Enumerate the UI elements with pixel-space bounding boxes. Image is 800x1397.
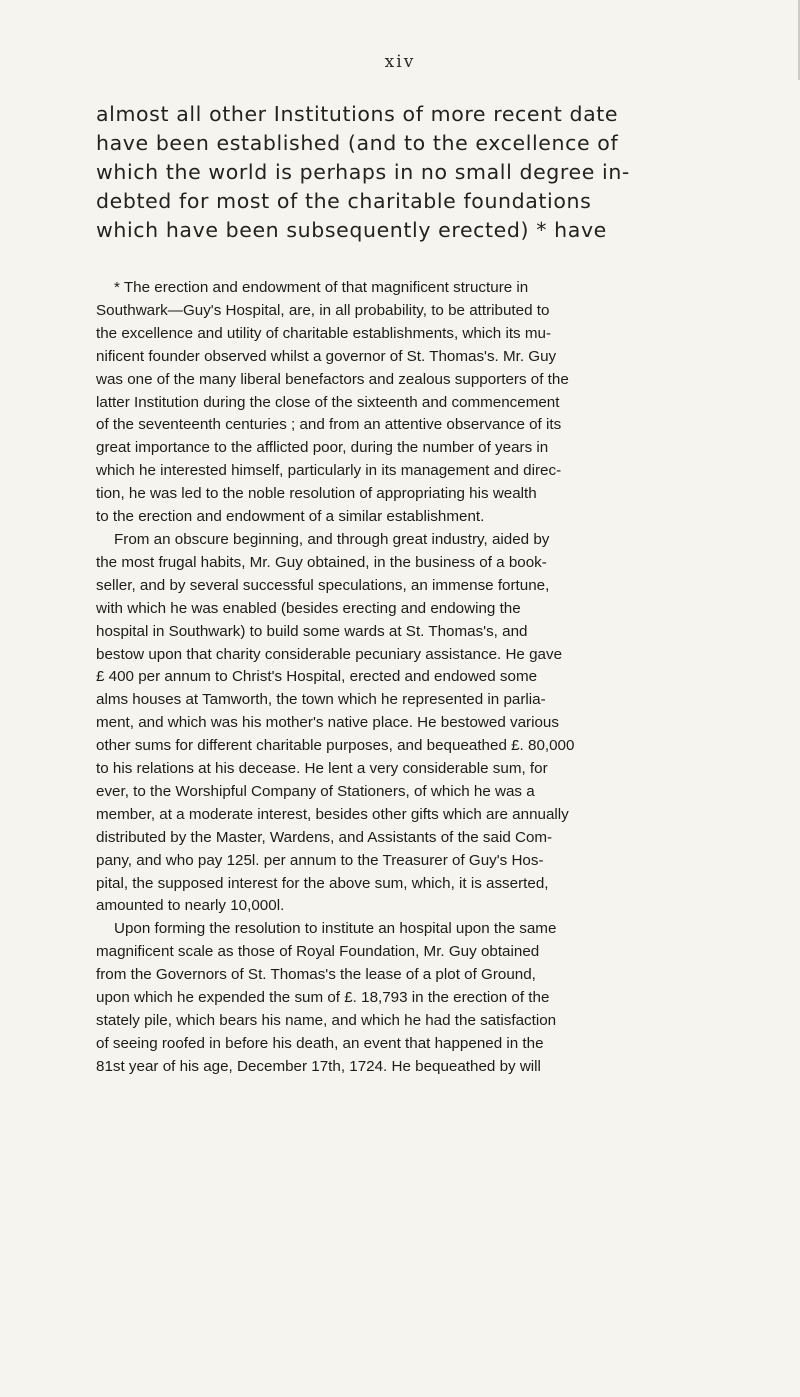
footnote-line: Southwark—Guy's Hospital, are, in all probability, to be attributed to — [96, 301, 550, 319]
footnote-line: * The erection and endowment of that magnificent structure in — [114, 279, 529, 296]
body-line: have been established (and to the excellence of — [96, 131, 619, 155]
footnote-line: magnificent scale as those of Royal Foundation, Mr. Guy obtained — [96, 943, 540, 961]
footnote-line: latter Institution during the close of the sixteenth and commencement — [96, 393, 560, 411]
footnote-line: the excellence and utility of charitable establishments, which its mu- — [96, 324, 552, 342]
body-line: debted for most of the charitable foundations — [96, 189, 592, 213]
footnote-line: alms houses at Tamworth, the town which he represented in parlia- — [96, 691, 546, 709]
footnote-line: pany, and who pay 125l. per annum to the Treasurer of Guy's Hos- — [96, 851, 544, 869]
footnote-line: pital, the supposed interest for the above sum, which, it is asserted, — [96, 874, 549, 892]
footnote-line: tion, he was led to the noble resolution of appropriating his wealth — [96, 485, 537, 503]
footnote-line: 81st year of his age, December 17th, 1724. He bequeathed by will — [96, 1057, 541, 1075]
footnote-line: £ 400 per annum to Christ's Hospital, erected and endowed some — [96, 668, 538, 686]
footnote-line: seller, and by several successful speculations, an immense fortune, — [96, 576, 550, 594]
footnote-line: amounted to nearly 10,000l. — [96, 897, 285, 915]
footnote-line: to the erection and endowment of a similar establishment. — [96, 508, 485, 526]
body-line: almost all other Institutions of more recent date — [96, 102, 619, 126]
footnote-line: distributed by the Master, Wardens, and Assistants of the said Com- — [96, 828, 553, 846]
body-line: which have been subsequently erected) * have — [96, 218, 607, 242]
footnote-line: bestow upon that charity considerable pecuniary assistance. He gave — [96, 645, 563, 663]
footnote-line: ever, to the Worshipful Company of Stationers, of which he was a — [96, 782, 535, 800]
footnote-line: member, at a moderate interest, besides other gifts which are annually — [96, 805, 569, 823]
footnote-line: of seeing roofed in before his death, an event that happened in the — [96, 1034, 544, 1052]
footnote-line: to his relations at his decease. He lent a very considerable sum, for — [96, 760, 548, 778]
footnote-line: from the Governors of St. Thomas's the lease of a plot of Ground, — [96, 966, 536, 984]
footnote-line: the most frugal habits, Mr. Guy obtained, in the business of a book- — [96, 553, 547, 571]
footnote-line: other sums for different charitable purposes, and bequeathed £. 80,000 — [96, 737, 575, 755]
footnote — [96, 277, 728, 1079]
footnote-line: hospital in Southwark) to build some wards at St. Thomas's, and — [96, 622, 528, 640]
body-line: which the world is perhaps in no small degree in- — [96, 160, 630, 184]
footnote-line: nificent founder observed whilst a governor of St. Thomas's. Mr. Guy — [96, 347, 557, 365]
footnote-line: with which he was enabled (besides erecting and endowing the — [96, 599, 521, 617]
footnote-line: stately pile, which bears his name, and which he had the satisfaction — [96, 1012, 557, 1029]
footnote-line: great importance to the afflicted poor, during the number of years in — [96, 439, 549, 457]
footnote-line: of the seventeenth centuries ; and from an attentive observance of its — [96, 416, 562, 434]
body-text — [96, 100, 724, 245]
footnote-line: which he interested himself, particularly in its management and direc- — [96, 462, 562, 480]
footnote-line: ment, and which was his mother's native place. He bestowed various — [96, 714, 559, 732]
footnote-line: From an obscure beginning, and through great industry, aided by — [114, 530, 550, 548]
footnote-line: was one of the many liberal benefactors and zealous supporters of the — [96, 370, 569, 388]
footnote-line: Upon forming the resolution to institute an hospital upon the same — [114, 920, 557, 938]
footnote-line: upon which he expended the sum of £. 18,793 in the erection of the — [96, 989, 550, 1007]
page-number: xiv — [384, 52, 416, 72]
